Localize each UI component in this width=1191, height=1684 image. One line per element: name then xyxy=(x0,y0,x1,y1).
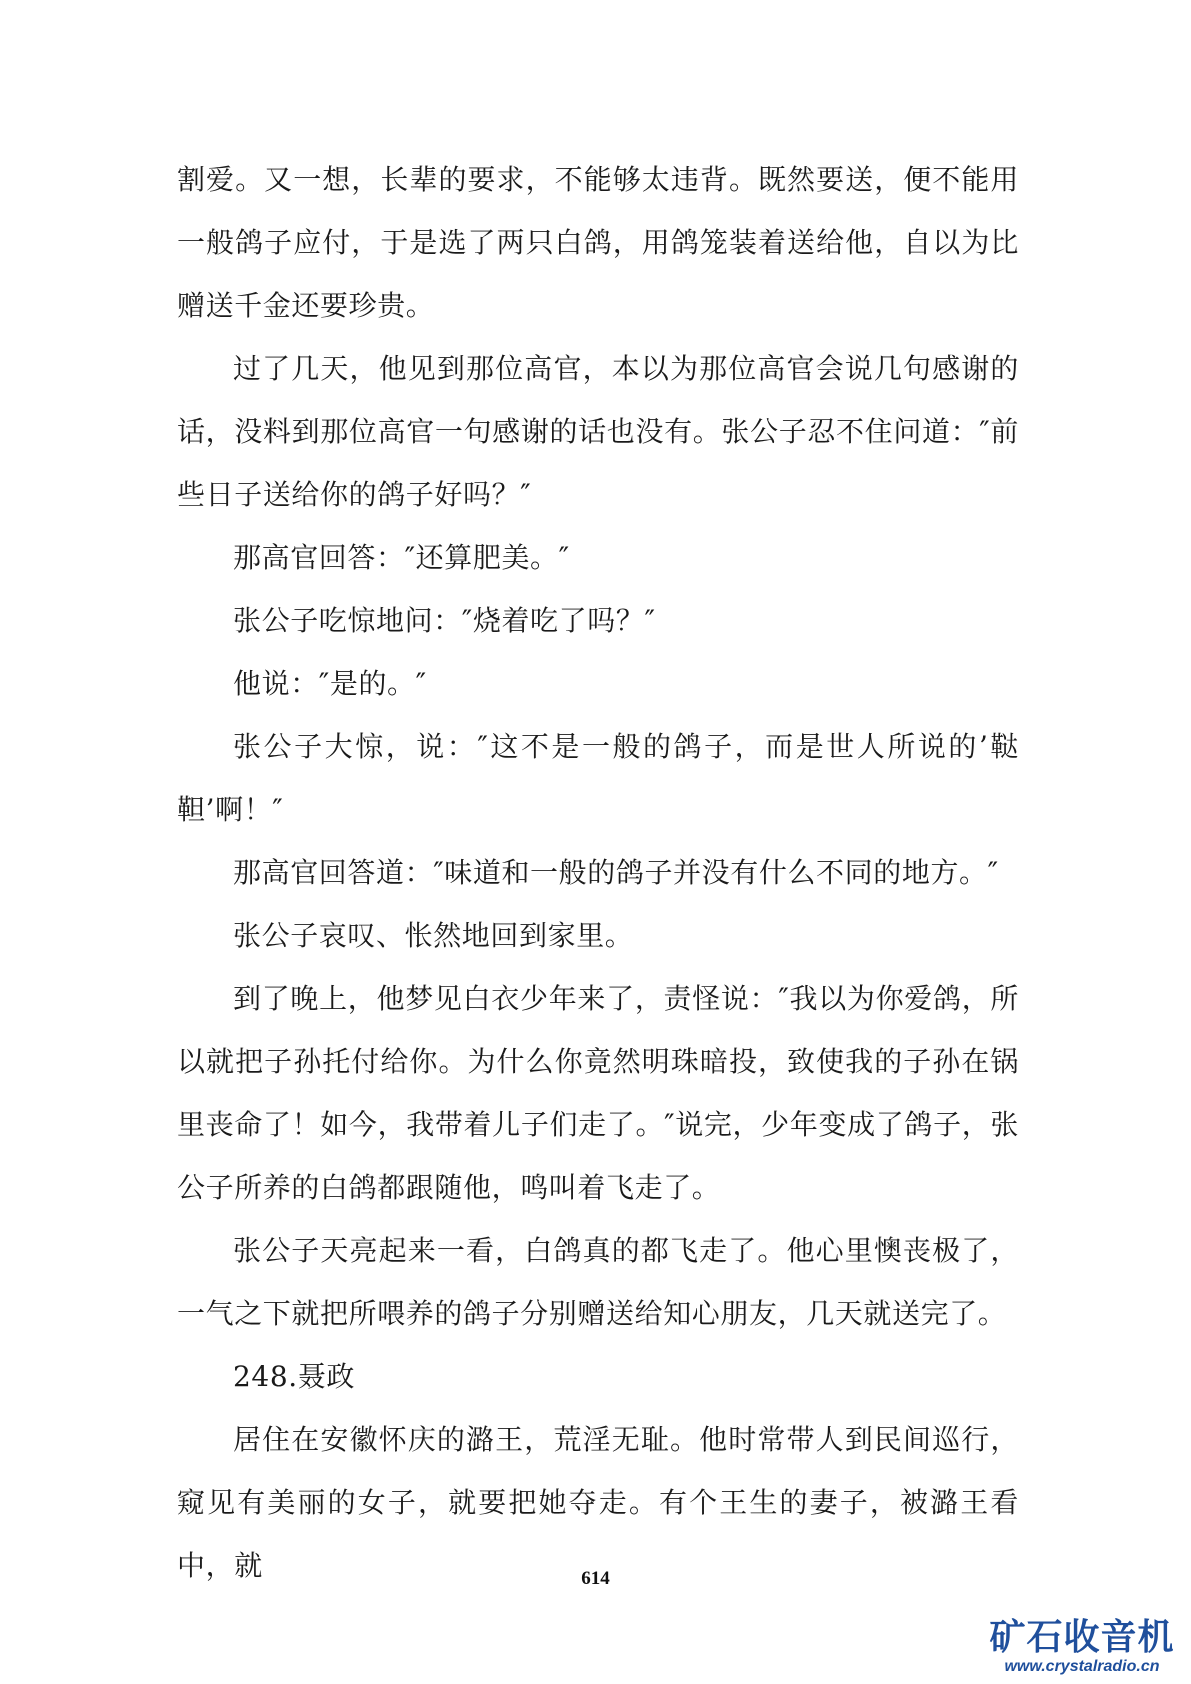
paragraph-9: 到了晚上，他梦见白衣少年来了，责怪说：″我以为你爱鸽，所以就把子孙托付给你。为什么你竟然明珠暗投，致使我的子孙在锅里丧命了！如今，我带着儿子们走了。″说完，少年变成了鸽子，张公子所养的白鸽都跟随他，鸣叫着飞走了。 xyxy=(177,982,1019,1204)
paragraph-1: 割爱。又一想，长辈的要求，不能够太违背。既然要送，便不能用一般鸽子应付，于是选了两只白鸽，用鸽笼装着送给他，自以为比赠送千金还要珍贵。 xyxy=(177,163,1019,322)
page-number: 614 xyxy=(581,1568,610,1589)
paragraph-4: 张公子吃惊地问：″烧着吃了吗？″ xyxy=(233,604,656,637)
paragraph-10: 张公子天亮起来一看，白鸽真的都飞走了。他心里懊丧极了，一气之下就把所喂养的鸽子分别赠送给知心朋友，几天就送完了。 xyxy=(177,1234,1019,1330)
paragraph-6: 张公子大惊，说：″这不是一般的鸽子，而是世人所说的’鞑靼’啊！″ xyxy=(177,730,1019,826)
paragraph-5: 他说：″是的。″ xyxy=(233,667,427,700)
section-heading: 248.聂政 xyxy=(233,1360,355,1393)
paragraph-7: 那高官回答道：″味道和一般的鸽子并没有什么不同的地方。″ xyxy=(233,856,999,889)
watermark-title: 矿石收音机 xyxy=(989,1617,1175,1658)
paragraph-2: 过了几天，他见到那位高官，本以为那位高官会说几句感谢的话，没料到那位高官一句感谢的话也没有。张公子忍不住问道：″前些日子送给你的鸽子好吗？″ xyxy=(177,352,1019,511)
watermark-url: www.crystalradio.cn xyxy=(1004,1658,1160,1675)
page-body xyxy=(177,148,1019,1597)
paragraph-12: 居住在安徽怀庆的潞王，荒淫无耻。他时常带人到民间巡行，窥见有美丽的女子，就要把她夺走。有个王生的妻子，被潞王看中，就 xyxy=(177,1423,1019,1582)
watermark-logo xyxy=(987,1618,1177,1676)
paragraph-3: 那高官回答：″还算肥美。″ xyxy=(233,541,570,574)
paragraph-8: 张公子哀叹、怅然地回到家里。 xyxy=(233,919,634,952)
